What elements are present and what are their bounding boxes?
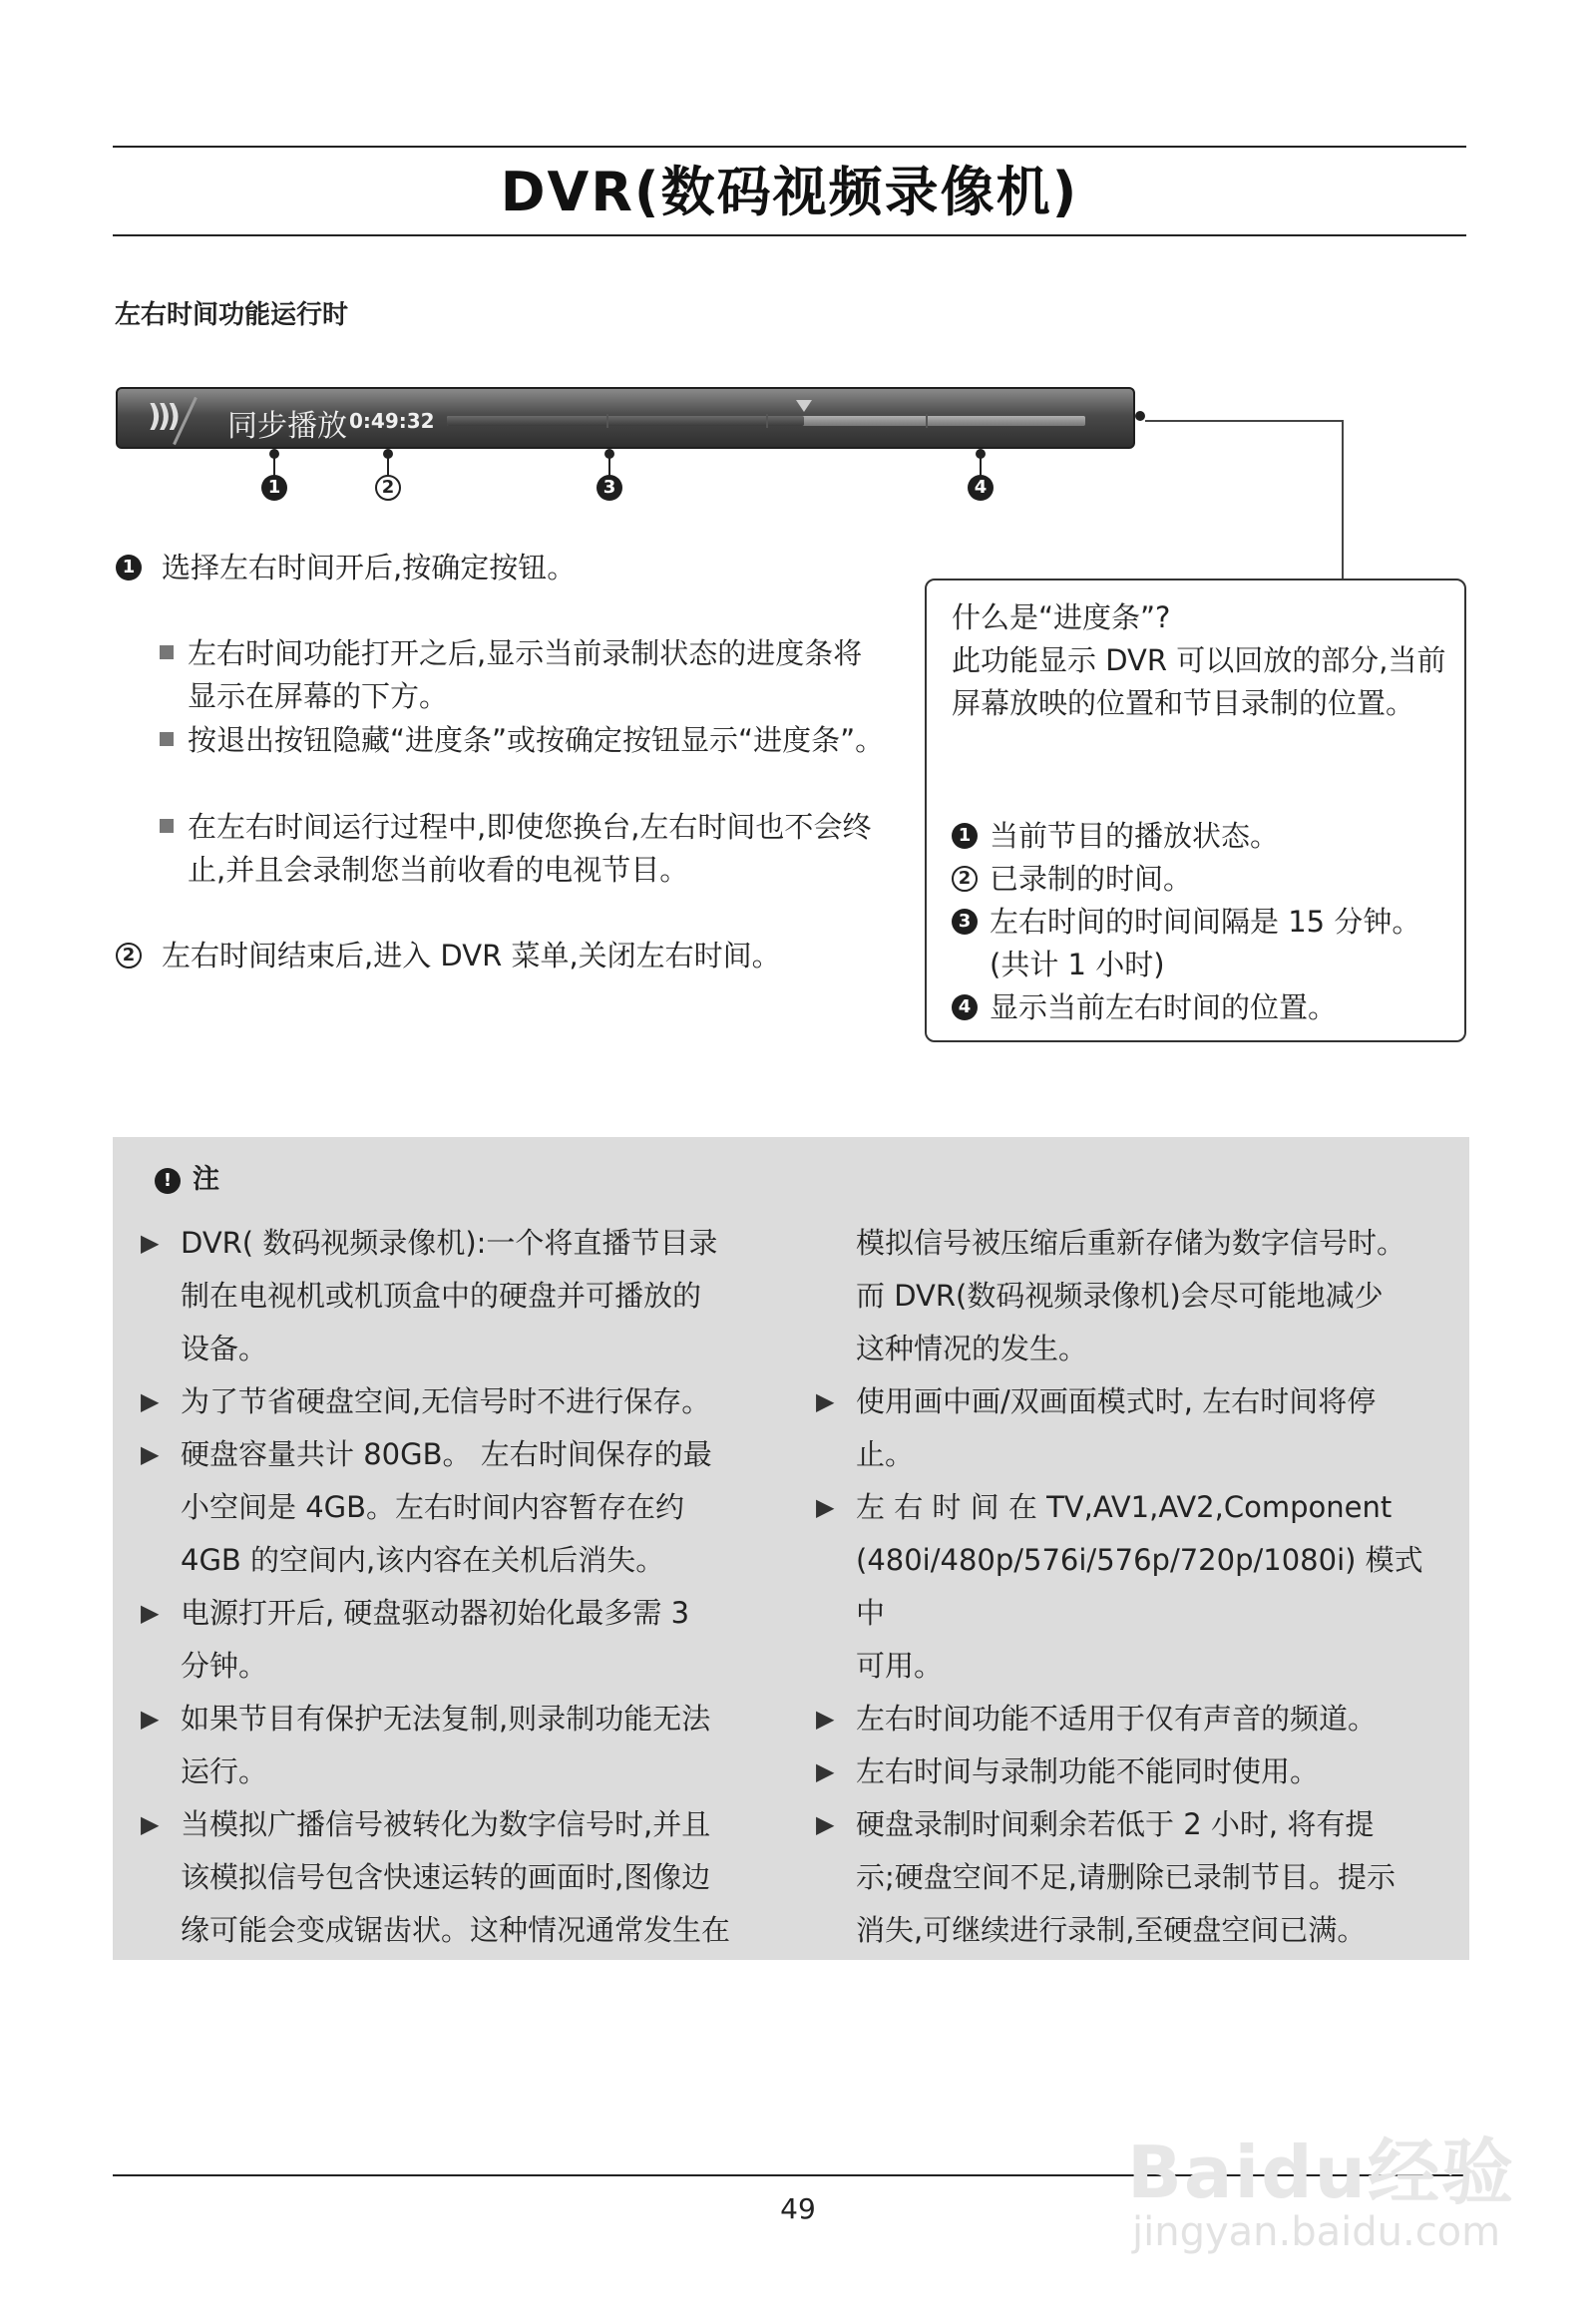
triangle-bullet-icon: ▶: [141, 1810, 160, 1838]
note-item-text: 硬盘容量共计 80GB。 左右时间保存的最: [181, 1437, 712, 1471]
note-item-text: 当模拟广播信号被转化为数字信号时,并且: [181, 1807, 711, 1841]
note-item: [816, 1375, 1426, 1428]
note-item-text: DVR( 数码视频录像机):一个将直播节目录: [181, 1226, 718, 1260]
info-heading: 什么是“进度条”?: [952, 600, 1171, 634]
watermark-url: jingyan.baidu.com: [1132, 2209, 1501, 2255]
step-number: 2: [116, 943, 142, 968]
info-item-text: 左右时间的时间间隔是 15 分钟。: [990, 905, 1421, 939]
note-item: [141, 1375, 739, 1428]
note-item-text: 消失,可继续进行录制,至硬盘空间已满。: [856, 1913, 1367, 1947]
info-item-number: 4: [952, 994, 978, 1020]
progress-tick: [766, 414, 768, 428]
osd-mode-label: 同步播放: [227, 409, 347, 444]
square-bullet-icon: [160, 819, 174, 833]
note-item-text: (480i/480p/576i/576p/720p/1080i) 模式中: [856, 1543, 1423, 1630]
marker-1: 1: [261, 475, 287, 501]
watermark-logo: Baidu经验: [1127, 2130, 1515, 2214]
note-item-text: 示;硬盘空间不足,请删除已录制节目。提示: [856, 1860, 1396, 1894]
square-bullet-icon: [160, 732, 174, 746]
note-item: [816, 1693, 1426, 1745]
note-item-text: 为了节省硬盘空间,无信号时不进行保存。: [181, 1384, 711, 1418]
note-item-continuation: [141, 1851, 739, 1904]
marker-dot: [604, 449, 614, 459]
note-item-text: 如果节目有保护无法复制,则录制功能无法: [181, 1702, 711, 1736]
note-item-text: 4GB 的空间内,该内容在关机后消失。: [181, 1543, 665, 1577]
progress-tick: [606, 414, 608, 428]
note-item-text: 止。: [856, 1437, 915, 1471]
info-description: 此功能显示 DVR 可以回放的部分,当前屏幕放映的位置和节目录制的位置。: [952, 643, 1446, 720]
sound-icon: ))): [148, 399, 178, 434]
note-item-continuation: [816, 1217, 1426, 1270]
callout-anchor-dot: [1135, 411, 1145, 421]
note-item-continuation: [816, 1534, 1426, 1640]
info-item-number: 3: [952, 909, 978, 935]
note-heading-text: 注: [193, 1164, 219, 1195]
title-underline: [113, 234, 1466, 236]
triangle-bullet-icon: ▶: [141, 1599, 160, 1627]
note-item-text: 模拟信号被压缩后重新存储为数字信号时。: [856, 1226, 1406, 1260]
marker-dot: [383, 449, 393, 459]
position-pointer-icon: [796, 400, 812, 412]
note-item-text: 该模拟信号包含快速运转的画面时,图像边: [181, 1860, 711, 1894]
note-item-continuation: [816, 1323, 1426, 1375]
triangle-bullet-icon: ▶: [816, 1493, 835, 1521]
bullet-text: 按退出按钮隐藏“进度条”或按确定按钮显示“进度条”。: [188, 723, 885, 757]
note-item-continuation: [141, 1904, 739, 1957]
note-item: [141, 1428, 739, 1481]
info-question: [952, 596, 1450, 725]
note-item-text: 缘可能会变成锯齿状。这种情况通常发生在: [181, 1913, 731, 1947]
triangle-bullet-icon: ▶: [816, 1810, 835, 1838]
note-item: [816, 1745, 1426, 1798]
marker-4: 4: [968, 475, 994, 501]
triangle-bullet-icon: ▶: [141, 1440, 160, 1468]
note-item-text: 而 DVR(数码视频录像机)会尽可能地减少: [856, 1279, 1384, 1313]
callout-connector: [1342, 420, 1344, 580]
info-item-text: 显示当前左右时间的位置。: [990, 990, 1338, 1024]
progress-track: [447, 416, 1085, 426]
note-item-text: 左 右 时 间 在 TV,AV1,AV2,Component: [856, 1490, 1393, 1524]
note-item: [141, 1693, 739, 1745]
marker-dot: [269, 449, 279, 459]
note-item-continuation: [816, 1851, 1426, 1904]
triangle-bullet-icon: ▶: [816, 1757, 835, 1785]
info-item-number: 2: [952, 866, 978, 892]
note-item-text: 制在电视机或机顶盒中的硬盘并可播放的: [181, 1279, 702, 1313]
note-item: [816, 1798, 1426, 1851]
step-number: 1: [116, 555, 142, 581]
section-subtitle: 左右时间功能运行时: [115, 300, 349, 330]
info-item-number: 1: [952, 823, 978, 849]
note-item-text: 小空间是 4GB。左右时间内容暂存在约: [181, 1490, 685, 1524]
note-column-left: [141, 1217, 739, 1957]
marker-dot: [976, 449, 986, 459]
note-item-text: 电源打开后, 硬盘驱动器初始化最多需 3: [181, 1596, 690, 1630]
note-item-text: 可用。: [856, 1649, 944, 1683]
info-item-text: (共计 1 小时): [990, 948, 1165, 981]
bullet-text: 在左右时间运行过程中,即使您换台,左右时间也不会终止,并且会录制您当前收看的电视节目。: [188, 810, 872, 887]
note-item: [141, 1798, 739, 1851]
note-item-text: 设备。: [181, 1332, 268, 1365]
note-item: [816, 1481, 1426, 1534]
note-item-continuation: [816, 1904, 1426, 1957]
info-item-text: 已录制的时间。: [990, 862, 1193, 896]
note-item-continuation: [816, 1640, 1426, 1693]
note-item-continuation: [141, 1481, 739, 1534]
note-item: [141, 1587, 739, 1640]
progress-bar-info-box: [925, 579, 1466, 1042]
note-item-text: 左右时间与录制功能不能同时使用。: [856, 1754, 1320, 1788]
info-item-text: 当前节目的播放状态。: [990, 819, 1280, 853]
note-item-text: 分钟。: [181, 1649, 268, 1683]
page-number: 49: [780, 2192, 816, 2225]
progress-fill: [447, 416, 804, 426]
note-panel: [113, 1137, 1469, 1960]
note-item-text: 运行。: [181, 1754, 268, 1788]
note-heading: [155, 1157, 219, 1196]
note-item: [141, 1217, 739, 1270]
note-item-continuation: [141, 1323, 739, 1375]
note-item-text: 硬盘录制时间剩余若低于 2 小时, 将有提: [856, 1807, 1375, 1841]
progress-tick: [926, 414, 928, 428]
note-item-text: 这种情况的发生。: [856, 1332, 1088, 1365]
note-item-continuation: [816, 1270, 1426, 1323]
note-item-continuation: [141, 1270, 739, 1323]
marker-2: 2: [375, 475, 401, 501]
note-item-continuation: [141, 1640, 739, 1693]
top-rule: [113, 146, 1466, 148]
exclamation-icon: !: [155, 1168, 181, 1194]
step-text: 选择左右时间开后,按确定按钮。: [162, 551, 577, 584]
triangle-bullet-icon: ▶: [816, 1387, 835, 1415]
step-text: 左右时间结束后,进入 DVR 菜单,关闭左右时间。: [162, 939, 781, 972]
note-item-continuation: [141, 1534, 739, 1587]
triangle-bullet-icon: ▶: [141, 1229, 160, 1257]
triangle-bullet-icon: ▶: [141, 1705, 160, 1733]
note-item-continuation: [141, 1745, 739, 1798]
square-bullet-icon: [160, 645, 174, 659]
note-item-continuation: [816, 1428, 1426, 1481]
bullet-text: 左右时间功能打开之后,显示当前录制状态的进度条将显示在屏幕的下方。: [188, 636, 863, 713]
callout-connector: [1145, 420, 1343, 422]
note-item-text: 左右时间功能不适用于仅有声音的频道。: [856, 1702, 1378, 1736]
triangle-bullet-icon: ▶: [816, 1705, 835, 1733]
note-column-right: [816, 1217, 1426, 1957]
progress-bar-illustration: [116, 387, 1135, 449]
page-title: DVR(数码视频录像机): [500, 161, 1079, 223]
triangle-bullet-icon: ▶: [141, 1387, 160, 1415]
note-item-text: 使用画中画/双画面模式时, 左右时间将停: [856, 1384, 1377, 1418]
marker-3: 3: [597, 475, 622, 501]
osd-time: 0:49:32: [349, 409, 435, 433]
